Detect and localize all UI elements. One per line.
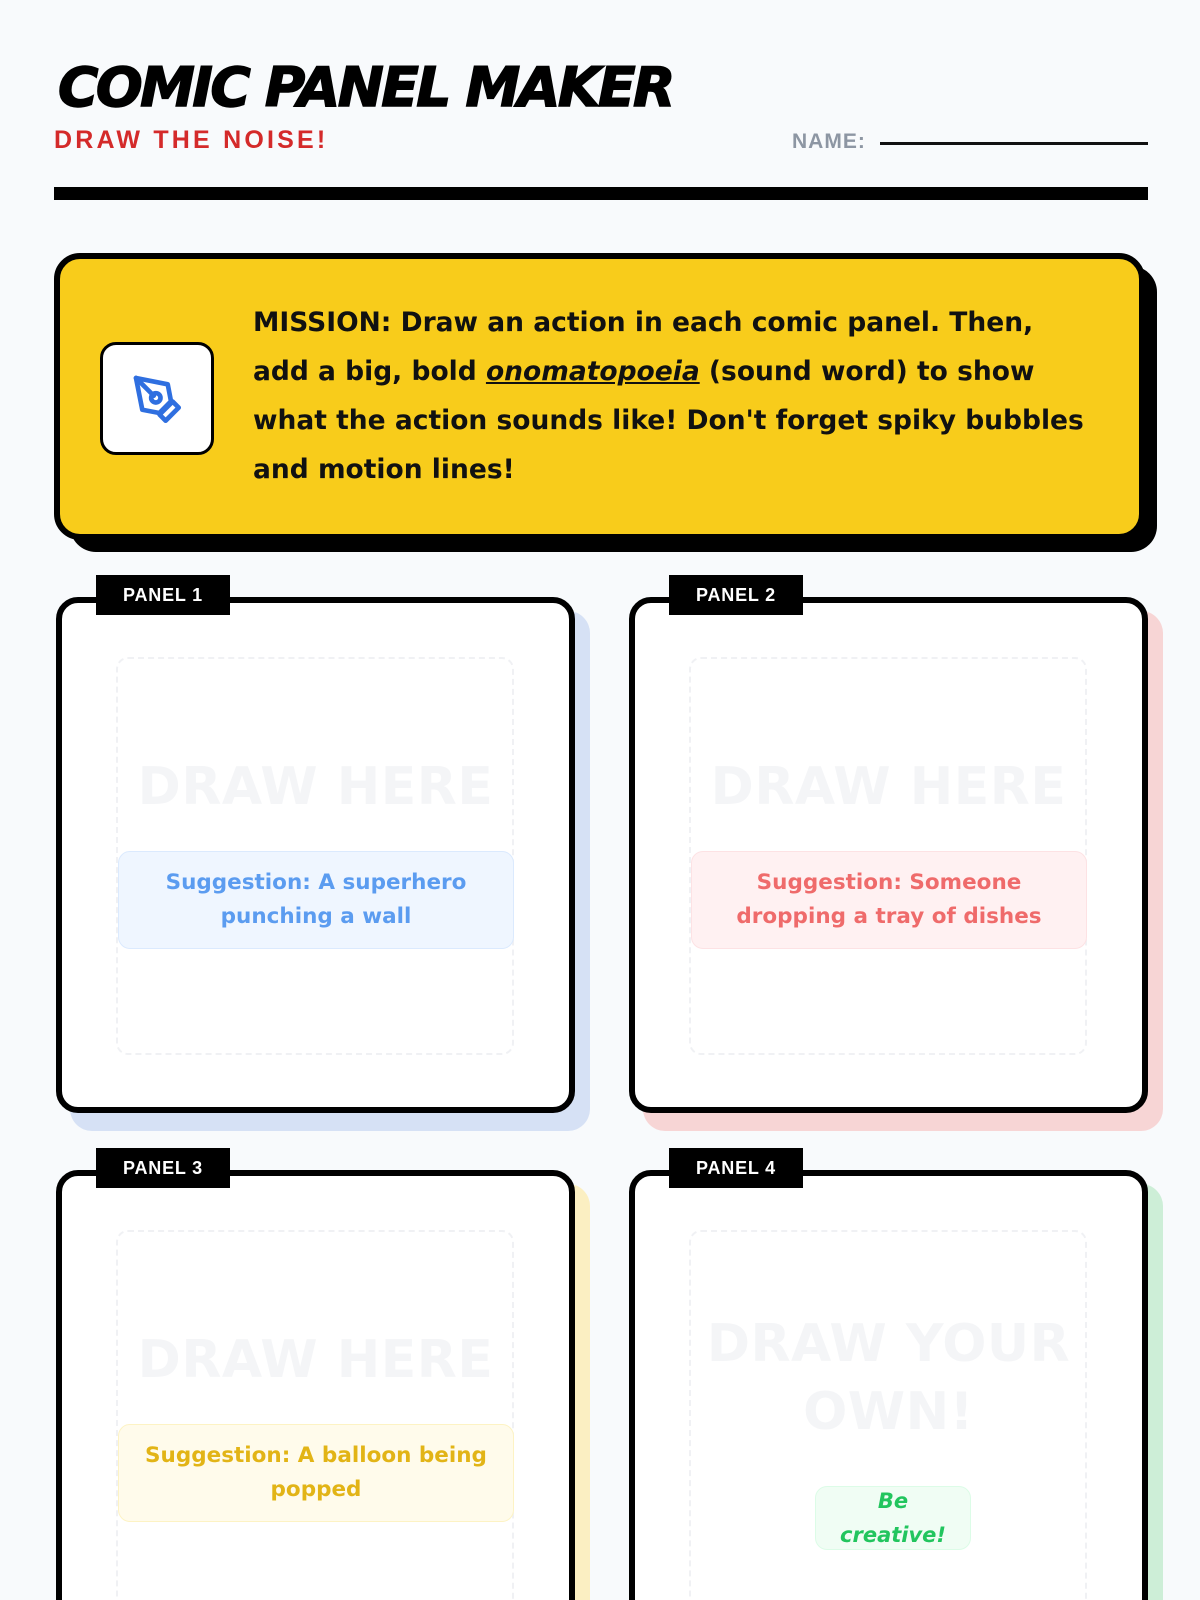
page-subtitle: DRAW THE NOISE!: [54, 126, 329, 154]
suggestion-box-2: Suggestion: Someone dropping a tray of dishes: [691, 851, 1087, 949]
mission-text-after: (sound word) to show what the action sounds like! Don't forget spiky bubbles and motion lines!: [253, 356, 1084, 485]
draw-your-own-watermark: DRAW YOUR OWN!: [706, 1314, 1071, 1442]
draw-here-watermark-1: DRAW HERE: [137, 757, 494, 817]
mission-icon-badge: [100, 342, 214, 455]
suggestion-box-1: Suggestion: A superhero punching a wall: [118, 851, 514, 949]
suggestion-box-3: Suggestion: A balloon being popped: [118, 1424, 514, 1522]
draw-here-watermark-2: DRAW HERE: [710, 757, 1067, 817]
page-title: COMIC PANEL MAKER: [58, 56, 673, 119]
panel-label-4: PANEL 4: [669, 1148, 803, 1188]
be-creative-badge: Be creative!: [815, 1486, 971, 1550]
mission-text-before: MISSION: Draw an action in each comic panel. Then, add a big, bold: [253, 307, 1034, 387]
pen-tool-icon: [129, 371, 185, 427]
name-label: NAME:: [792, 130, 866, 153]
panel-card-4: [629, 1157, 1149, 1600]
panel-frame-3[interactable]: [56, 1170, 575, 1600]
panel-label-2: PANEL 2: [669, 575, 803, 615]
panel-frame-2[interactable]: [629, 597, 1148, 1113]
name-write-line[interactable]: [880, 142, 1148, 145]
mission-keyword: onomatopoeia: [485, 356, 700, 387]
mission-text: [253, 298, 1093, 494]
draw-here-watermark-3: DRAW HERE: [137, 1330, 494, 1390]
panel-label-1: PANEL 1: [96, 575, 230, 615]
panel-card-3: [56, 1157, 576, 1600]
header-divider: [54, 187, 1148, 200]
drawing-area-3[interactable]: [116, 1230, 514, 1600]
panel-frame-1[interactable]: [56, 597, 575, 1113]
panel-label-3: PANEL 3: [96, 1148, 230, 1188]
panel-card-2: [629, 584, 1149, 1117]
panel-card-1: [56, 584, 576, 1117]
panel-frame-4[interactable]: [629, 1170, 1148, 1600]
